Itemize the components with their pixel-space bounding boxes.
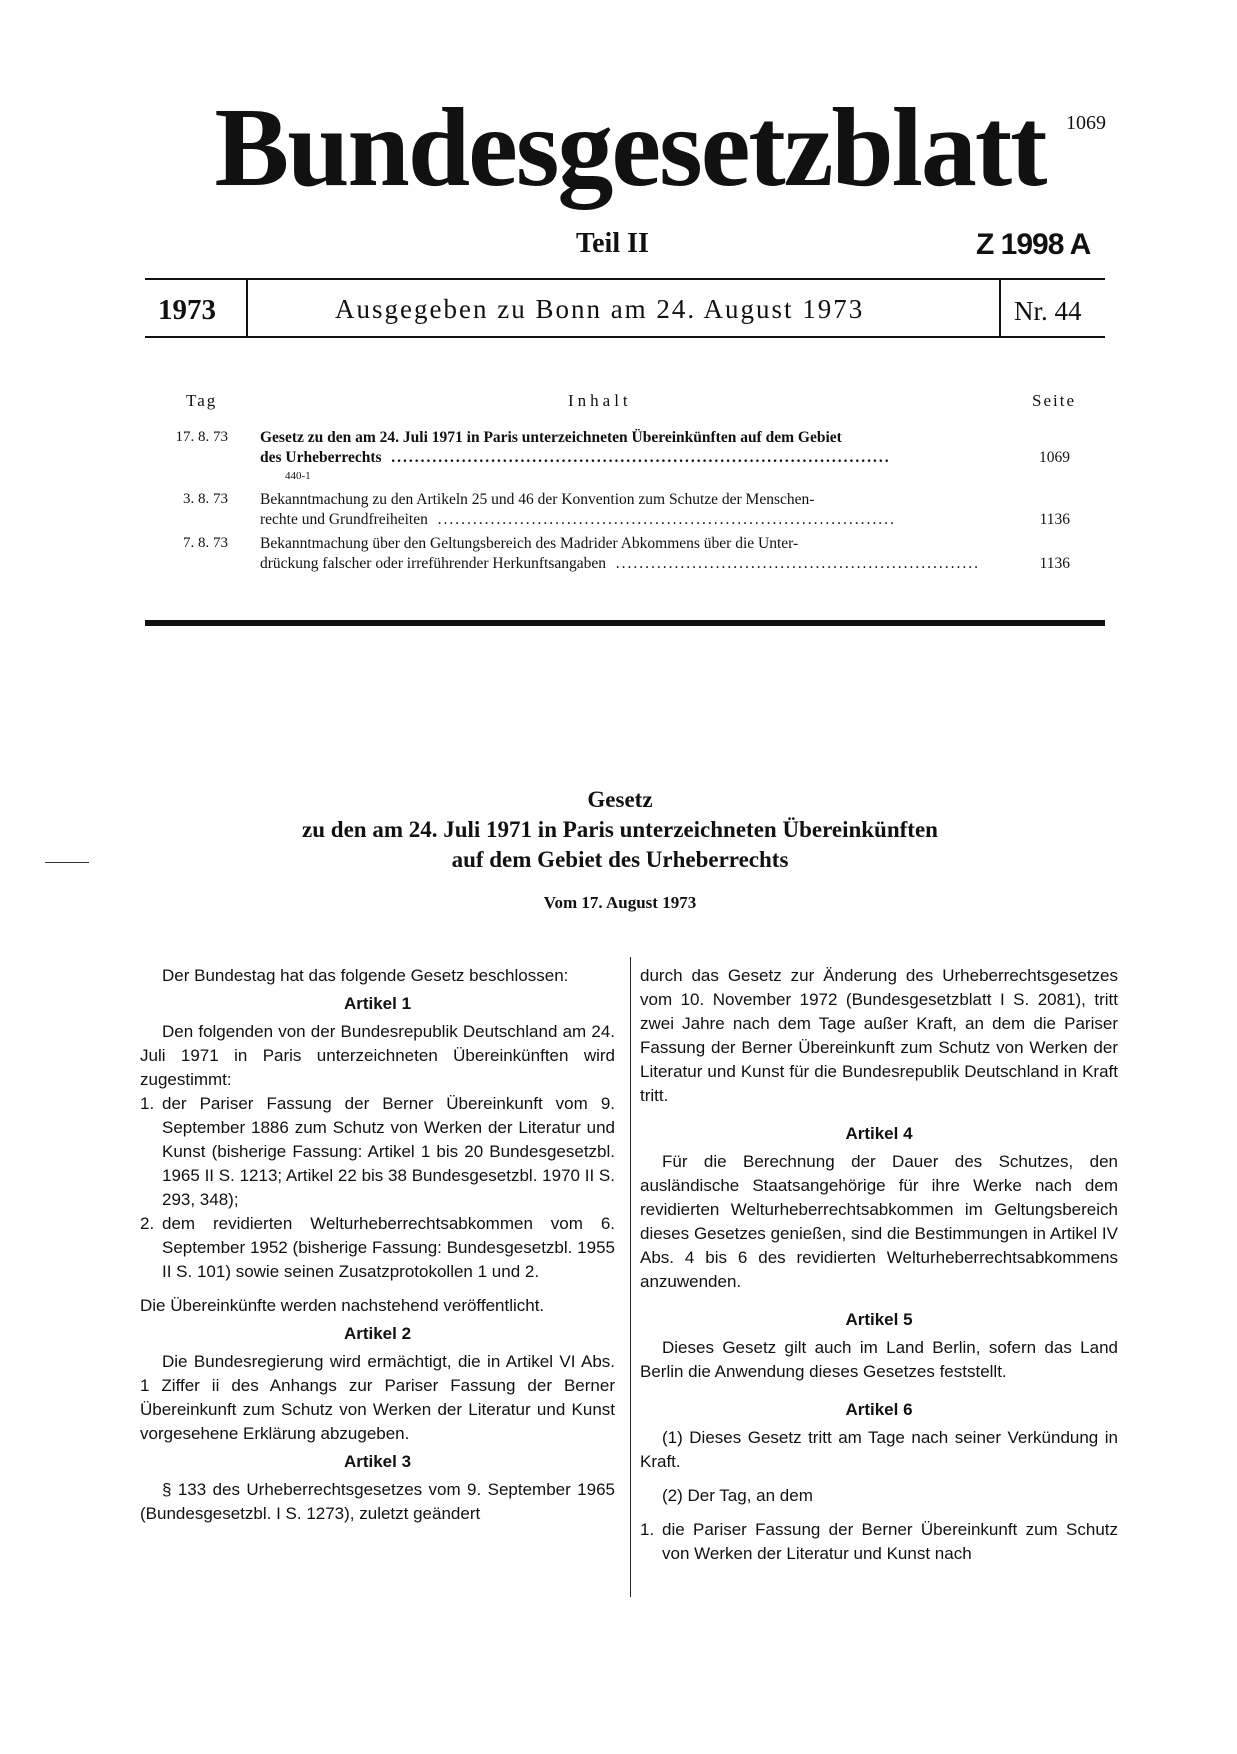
leader-dots: .............................................................................. (431, 511, 896, 528)
list-item-text: der Pariser Fassung der Berner Übereinkunft vom 9. September 1886 zum Schutz von Werken der Literatur und Kunst (bisherige Fassung: Artikel 1 bis 20 Bundesgesetzbl. 1965 II S. 1213; Artikel 22 bis 38 Bundesgesetzbl. 1970 II S. 293, 348); (162, 1094, 615, 1209)
article-paragraph: (1) Dieses Gesetz tritt am Tage nach seiner Verkündung in Kraft. (640, 1428, 1118, 1471)
list-item (140, 1212, 615, 1284)
intro-paragraph: Der Bundestag hat das folgende Gesetz beschlossen: (162, 966, 569, 985)
toc-entry-title-cont[interactable] (260, 555, 988, 573)
issue-number: Nr. 44 (1014, 296, 1082, 326)
right-column (640, 964, 1118, 1566)
list-item-number: 2. (140, 1214, 155, 1233)
law-title (250, 785, 990, 875)
list-item (640, 1518, 1118, 1566)
toc-header-content: Inhalt (568, 391, 632, 410)
article-paragraph: Die Bundesregierung wird ermächtigt, die in Artikel VI Abs. 1 Ziffer ii des Anhangs zur Pariser Fassung der Berner Übereinkunft zum Schutz von Werken der Literatur und Kunst vorgesehene Erklärung abzugeben. (140, 1352, 615, 1443)
section-separator (145, 620, 1105, 626)
postal-code: Z 1998 A (976, 228, 1091, 261)
law-title-line: zu den am 24. Juli 1971 in Paris unterzeichneten Übereinkünften (302, 817, 938, 842)
toc-entry-text: des Urheberrechts (260, 449, 382, 466)
article-paragraph: (2) Der Tag, an dem (662, 1486, 813, 1505)
law-title-line: Gesetz (587, 787, 653, 812)
article-paragraph: Den folgenden von der Bundesrepublik Deutschland am 24. Juli 1971 in Paris unterzeichneten Übereinkünften wird zugestimmt: (140, 1022, 615, 1089)
article-heading: Artikel 3 (343, 1452, 412, 1471)
issue-divider-left (246, 278, 248, 338)
list-item-number: 1. (140, 1094, 155, 1113)
toc-header-date: Tag (186, 391, 218, 410)
toc-entry-title-cont[interactable] (260, 511, 988, 529)
article-paragraph: § 133 des Urheberrechtsgesetzes vom 9. September 1965 (Bundesgesetzbl. I S. 1273), zuletzt geändert (140, 1480, 615, 1523)
article-paragraph: durch das Gesetz zur Änderung des Urheberrechtsgesetzes vom 10. November 1972 (Bundesgesetzblatt I S. 2081), tritt zwei Jahre nach dem Tage außer Kraft, an dem die Pariser Fassung der Berner Übereinkunft zum Schutz von Werken der Literatur und Kunst für die Bundesrepublik Deutschland in Kraft tritt. (640, 966, 1118, 1105)
issue-date-text: Ausgegeben zu Bonn am 24. August 1973 (335, 294, 865, 324)
toc-entry-text: rechte und Grundfreiheiten (260, 511, 428, 528)
toc-entry-page: 1136 (1039, 555, 1070, 572)
toc-header-page: Seite (1032, 391, 1076, 410)
margin-mark (45, 862, 89, 863)
leader-dots: .............................................................. (609, 555, 981, 572)
issue-bottom-rule (145, 336, 1105, 338)
law-title-line: auf dem Gebiet des Urheberrechts (451, 847, 789, 872)
spacer (640, 1474, 1118, 1484)
page-number: 1069 (1066, 112, 1106, 134)
spacer (640, 1384, 1118, 1394)
toc-entry-page: 1136 (1039, 511, 1070, 528)
issue-top-rule (145, 278, 1105, 280)
part-label: Teil II (576, 228, 649, 259)
list-item-text: dem revidierten Welturheberrechtsabkommen vom 6. September 1952 (bisherige Fassung: Bundesgesetzbl. 1955 II S. 101) sowie seinen Zusatzprotokollen 1 und 2. (162, 1214, 615, 1281)
article-paragraph: Dieses Gesetz gilt auch im Land Berlin, sofern das Land Berlin die Anwendung dieses Gesetzes feststellt. (640, 1338, 1118, 1381)
toc-entry-note: 440-1 (285, 470, 311, 482)
article-heading: Artikel 4 (845, 1124, 913, 1143)
spacer (640, 1294, 1118, 1304)
article-paragraph: Für die Berechnung der Dauer des Schutzes, den ausländische Staatsangehörige für ihre Werke nach dem revidierten Welturheberrechtsabkommen im Geltungsbereich dieses Gesetzes genießen, sind die Bestimmungen in Artikel IV Abs. 4 bis 6 des revidierten Welturheberrechtsabkommens anzuwenden. (640, 1152, 1118, 1291)
left-column (140, 964, 615, 1526)
spacer (640, 1108, 1118, 1118)
toc-entry-page: 1069 (1039, 449, 1070, 466)
toc-entry-date: 3. 8. 73 (183, 491, 228, 507)
list-item-number: 1. (640, 1520, 655, 1539)
article-heading: Artikel 5 (845, 1310, 913, 1329)
list-item (140, 1092, 615, 1212)
toc-entry-text: drückung falscher oder irreführender Herkunftsangaben (260, 555, 607, 572)
leader-dots: ..................................................................................... (385, 449, 891, 466)
spacer (640, 1508, 1118, 1518)
spacer (140, 1284, 615, 1294)
toc-entry-title[interactable]: Gesetz zu den am 24. Juli 1971 in Paris unterzeichneten Übereinkünften auf dem Gebiet (260, 429, 842, 446)
toc-entry-title-cont[interactable] (260, 449, 988, 467)
toc-entry-date: 17. 8. 73 (175, 429, 228, 445)
article-heading: Artikel 6 (845, 1400, 913, 1419)
toc-entry-title[interactable]: Bekanntmachung zu den Artikeln 25 und 46 der Konvention zum Schutze der Menschen- (260, 491, 815, 508)
issue-divider-right (999, 278, 1001, 338)
toc-entry-date: 7. 8. 73 (183, 535, 228, 551)
list-item-text: die Pariser Fassung der Berner Übereinkunft zum Schutz von Werken der Literatur und Kunst nach (662, 1520, 1118, 1563)
article-paragraph: Die Übereinkünfte werden nachstehend veröffentlicht. (140, 1296, 545, 1315)
article-heading: Artikel 2 (343, 1324, 412, 1343)
toc-entry-title[interactable]: Bekanntmachung über den Geltungsbereich des Madrider Abkommens über die Unter- (260, 535, 799, 552)
masthead-title: Bundesgesetzblatt (214, 86, 1046, 210)
column-divider (630, 957, 631, 1597)
article-heading: Artikel 1 (343, 994, 412, 1013)
issue-year: 1973 (158, 294, 216, 326)
law-date: Vom 17. August 1973 (543, 893, 697, 912)
